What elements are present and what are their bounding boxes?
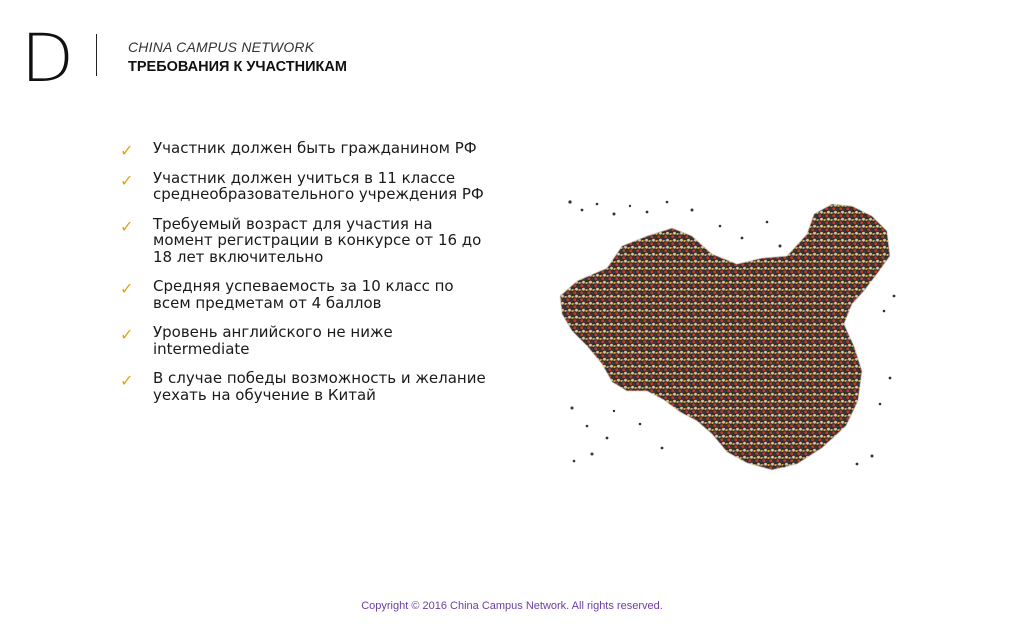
list-item bbox=[120, 170, 540, 203]
requirement-line: момент регистрации в конкурсе от 16 до bbox=[153, 231, 482, 249]
requirement-line: всем предметам от 4 баллов bbox=[153, 293, 382, 312]
requirement-line: среднеобразовательного учреждения РФ bbox=[153, 185, 484, 203]
list-item bbox=[120, 278, 540, 311]
page-subtitle: CHINA CAMPUS NETWORK bbox=[128, 39, 315, 55]
list-item bbox=[120, 370, 540, 403]
requirement-line: 18 лет включительно bbox=[153, 247, 324, 266]
requirement-line: Участник должен учиться в 11 классе bbox=[153, 168, 456, 187]
page-title: ТРЕБОВАНИЯ К УЧАСТНИКАМ bbox=[128, 59, 347, 75]
requirement-line: Участник должен быть гражданином РФ bbox=[153, 139, 477, 157]
check-icon: ✓ bbox=[120, 170, 134, 190]
requirement-line: Требуемый возраст для участия на bbox=[153, 214, 433, 233]
list-item bbox=[120, 216, 540, 266]
requirements-list bbox=[120, 140, 540, 416]
check-icon: ✓ bbox=[120, 216, 134, 236]
check-icon: ✓ bbox=[120, 141, 134, 160]
copyright-footer: Copyright © 2016 China Campus Network. All rights reserved. bbox=[361, 600, 663, 612]
logo-letter: D bbox=[20, 20, 75, 97]
china-crowd-map-image bbox=[552, 186, 902, 478]
requirement-line: Средняя успеваемость за 10 класс по bbox=[153, 277, 454, 295]
requirement-line: уехать на обучение в Китай bbox=[153, 385, 376, 404]
check-icon: ✓ bbox=[120, 279, 134, 298]
requirement-line: Уровень английского не ниже bbox=[153, 323, 393, 341]
header bbox=[128, 38, 347, 77]
requirement-line: intermediate bbox=[153, 339, 250, 358]
list-item bbox=[120, 139, 540, 160]
logo-divider bbox=[96, 34, 97, 76]
check-icon: ✓ bbox=[120, 371, 134, 390]
requirement-line: В случае победы возможность и желание bbox=[153, 369, 486, 387]
list-item bbox=[120, 324, 540, 357]
check-icon: ✓ bbox=[120, 325, 134, 344]
